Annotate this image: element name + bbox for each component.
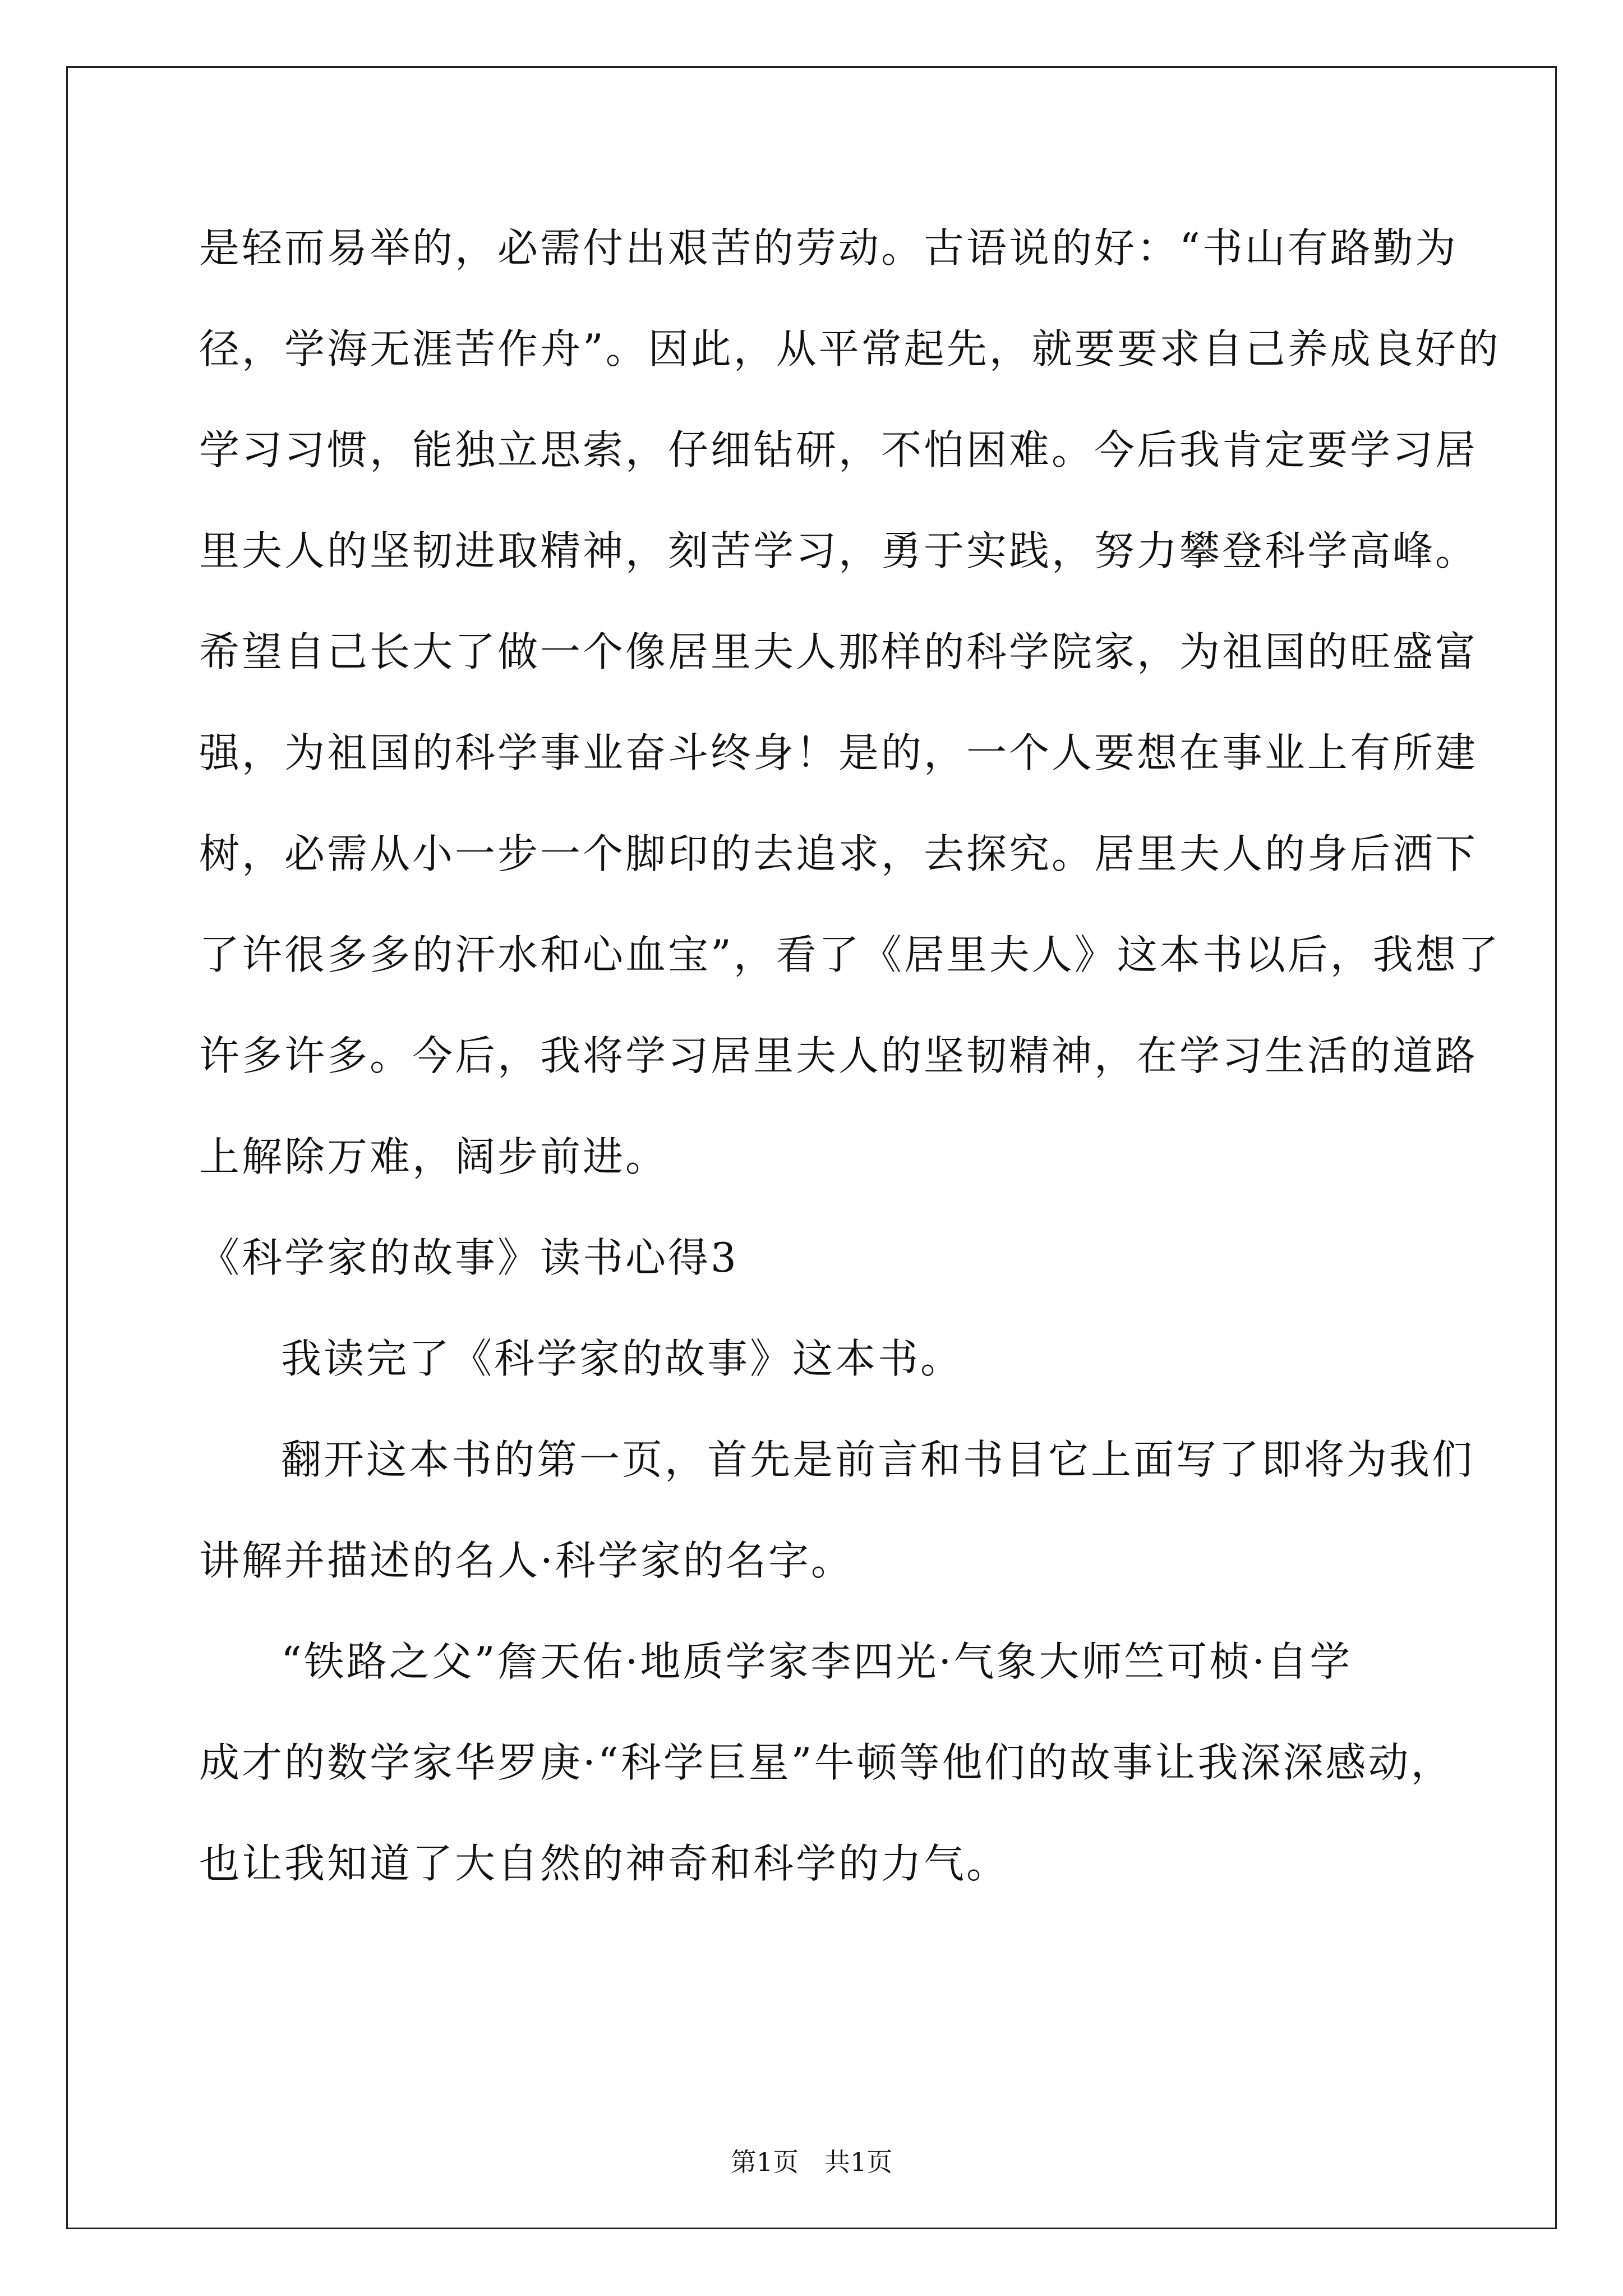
section-heading: 《科学家的故事》读书心得3 <box>199 1234 739 1281</box>
text-line: 成才的数学家华罗庚·“科学巨星”牛顿等他们的故事让我深深感动， <box>199 1739 1454 1786</box>
text-line: 上解除万难，阔步前进。 <box>199 1133 668 1180</box>
text-line: 是轻而易举的，必需付出艰苦的劳动。古语说的好：“书山有路勤为 <box>199 224 1458 272</box>
text-line: 强，为祖国的科学事业奋斗终身！是的，一个人要想在事业上有所建 <box>199 729 1478 776</box>
text-line: 翻开这本书的第一页，首先是前言和书目它上面写了即将为我们 <box>281 1436 1475 1483</box>
text-line: 讲解并描述的名人·科学家的名字。 <box>199 1537 854 1584</box>
text-line: 径，学海无涯苦作舟”。因此，从平常起先，就要要求自己养成良好的 <box>199 325 1501 372</box>
text-line: 希望自己长大了做一个像居里夫人那样的科学院家，为祖国的旺盛富 <box>199 628 1478 675</box>
document-body <box>199 214 1501 1931</box>
text-line: 里夫人的坚韧进取精神，刻苦学习，勇于实践，努力攀登科学高峰。 <box>199 527 1478 574</box>
text-line: “铁路之父”詹天佑·地质学家李四光·气象大师竺可桢·自学 <box>281 1638 1353 1685</box>
text-line: 我读完了《科学家的故事》这本书。 <box>281 1335 963 1382</box>
page-number-footer: 第1页 共1页 <box>730 2147 893 2177</box>
text-line: 树，必需从小一步一个脚印的去追求，去探究。居里夫人的身后洒下 <box>199 830 1478 877</box>
text-line: 许多许多。今后，我将学习居里夫人的坚韧精神，在学习生活的道路 <box>199 1032 1478 1079</box>
text-line: 了许很多多的汗水和心血宝”，看了《居里夫人》这本书以后，我想了 <box>199 931 1501 978</box>
text-line: 也让我知道了大自然的神奇和科学的力气。 <box>199 1840 1009 1887</box>
text-line: 学习习惯，能独立思索，仔细钻研，不怕困难。今后我肯定要学习居 <box>199 426 1478 473</box>
